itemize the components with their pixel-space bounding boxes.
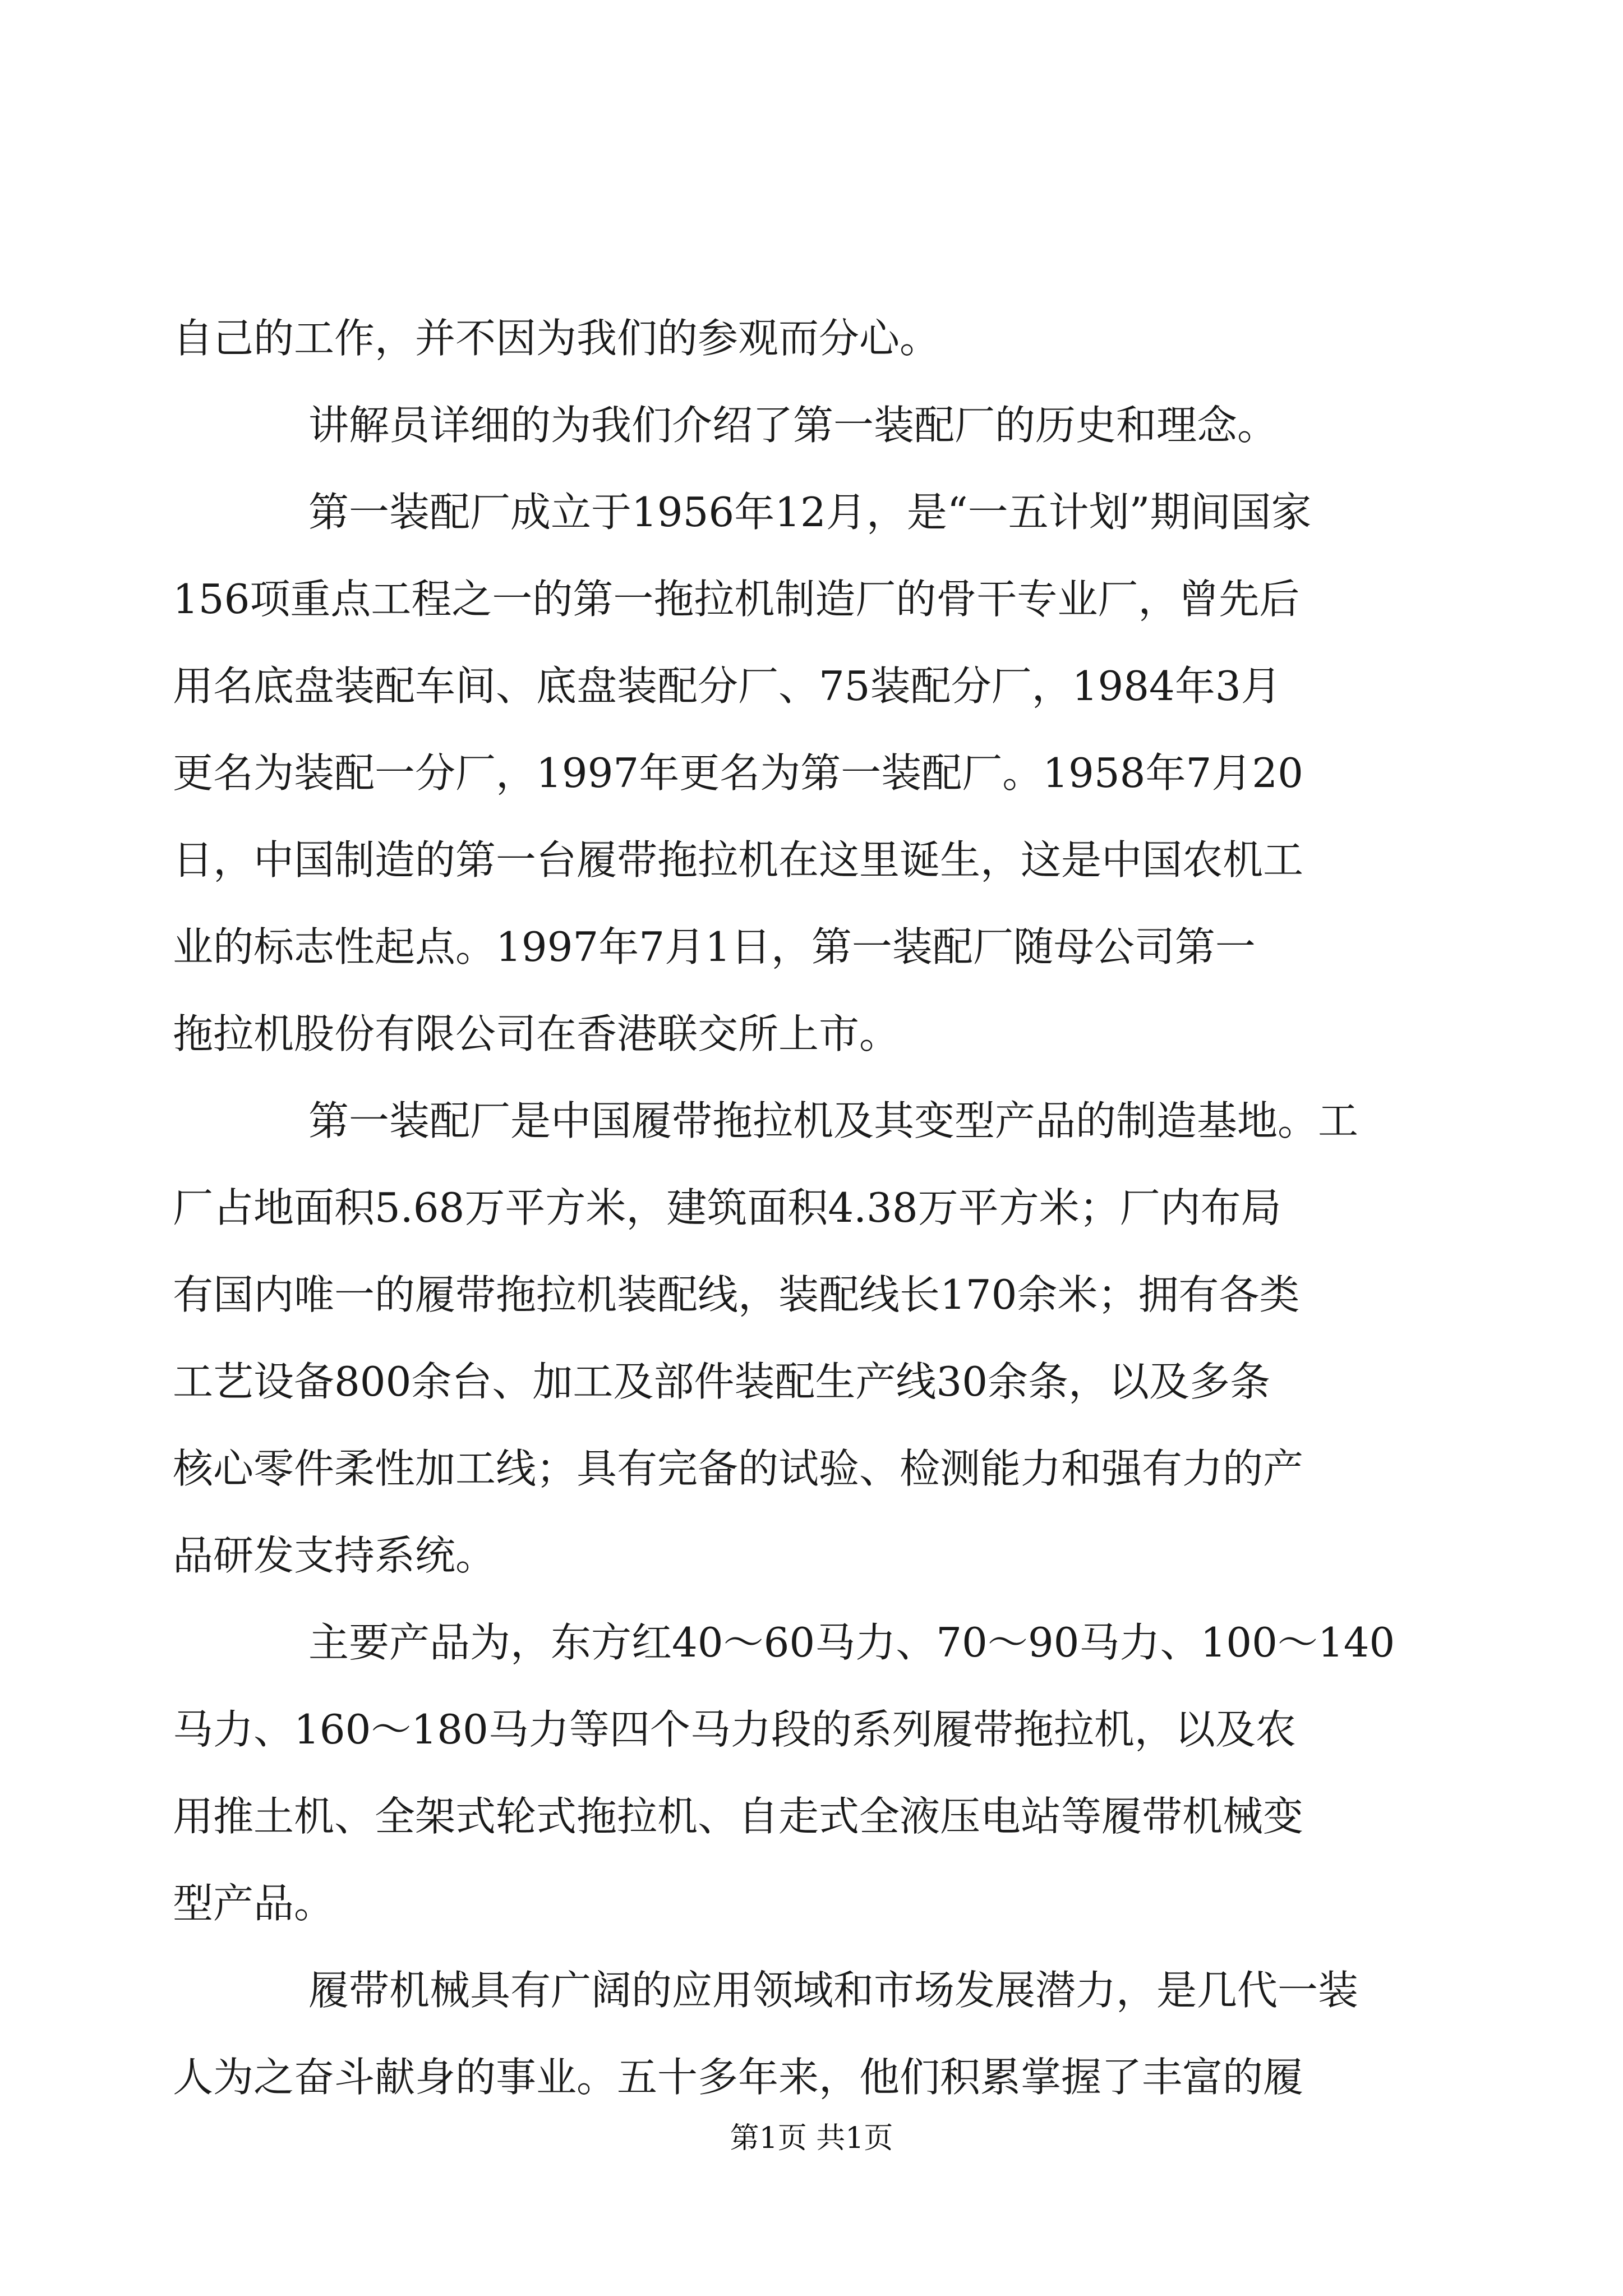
text-line: 马力、160～180马力等四个马力段的系列履带拖拉机，以及农 [173,1706,1296,1753]
text-line: 拖拉机股份有限公司在香港联交所上市。 [173,1010,900,1057]
text-line: 主要产品为，东方红40～60马力、70～90马力、100～140 [308,1619,1395,1666]
text-line: 更名为装配一分厂，1997年更名为第一装配厂。1958年7月20 [173,749,1303,797]
text-line: 履带机械具有广阔的应用领域和市场发展潜力，是几代一装 [308,1967,1359,2014]
text-line: 自己的工作，并不因为我们的参观而分心。 [173,315,940,362]
text-line: 厂占地面积5.68万平方米，建筑面积4.38万平方米；厂内布局 [173,1184,1281,1231]
text-line: 用推土机、全架式轮式拖拉机、自走式全液压电站等履带机械变 [173,1793,1304,1840]
text-line: 业的标志性起点。1997年7月1日，第一装配厂随母公司第一 [173,923,1256,970]
text-line: 讲解员详细的为我们介绍了第一装配厂的历史和理念。 [308,402,1278,449]
text-line: 有国内唯一的履带拖拉机装配线，装配线长170余米；拥有各类 [173,1271,1300,1318]
text-line: 型产品。 [173,1880,335,1927]
text-line: 工艺设备800余台、加工及部件装配生产线30余条，以及多条 [173,1358,1271,1405]
text-line: 用名底盘装配车间、底盘装配分厂、75装配分厂，1984年3月 [173,662,1281,710]
text-line: 品研发支持系统。 [173,1532,496,1579]
text-line: 日，中国制造的第一台履带拖拉机在这里诞生，这是中国农机工 [173,836,1304,884]
text-line: 核心零件柔性加工线；具有完备的试验、检测能力和强有力的产 [173,1445,1304,1492]
text-line: 人为之奋斗献身的事业。五十多年来，他们积累掌握了丰富的履 [173,2054,1304,2101]
text-line: 156项重点工程之一的第一拖拉机制造厂的骨干专业厂，曾先后 [173,576,1300,623]
page-footer: 第1页 共1页 [730,2122,893,2155]
text-line: 第一装配厂是中国履带拖拉机及其变型产品的制造基地。工 [308,1097,1359,1144]
text-line: 第一装配厂成立于1956年12月，是“一五计划”期间国家 [308,489,1312,536]
